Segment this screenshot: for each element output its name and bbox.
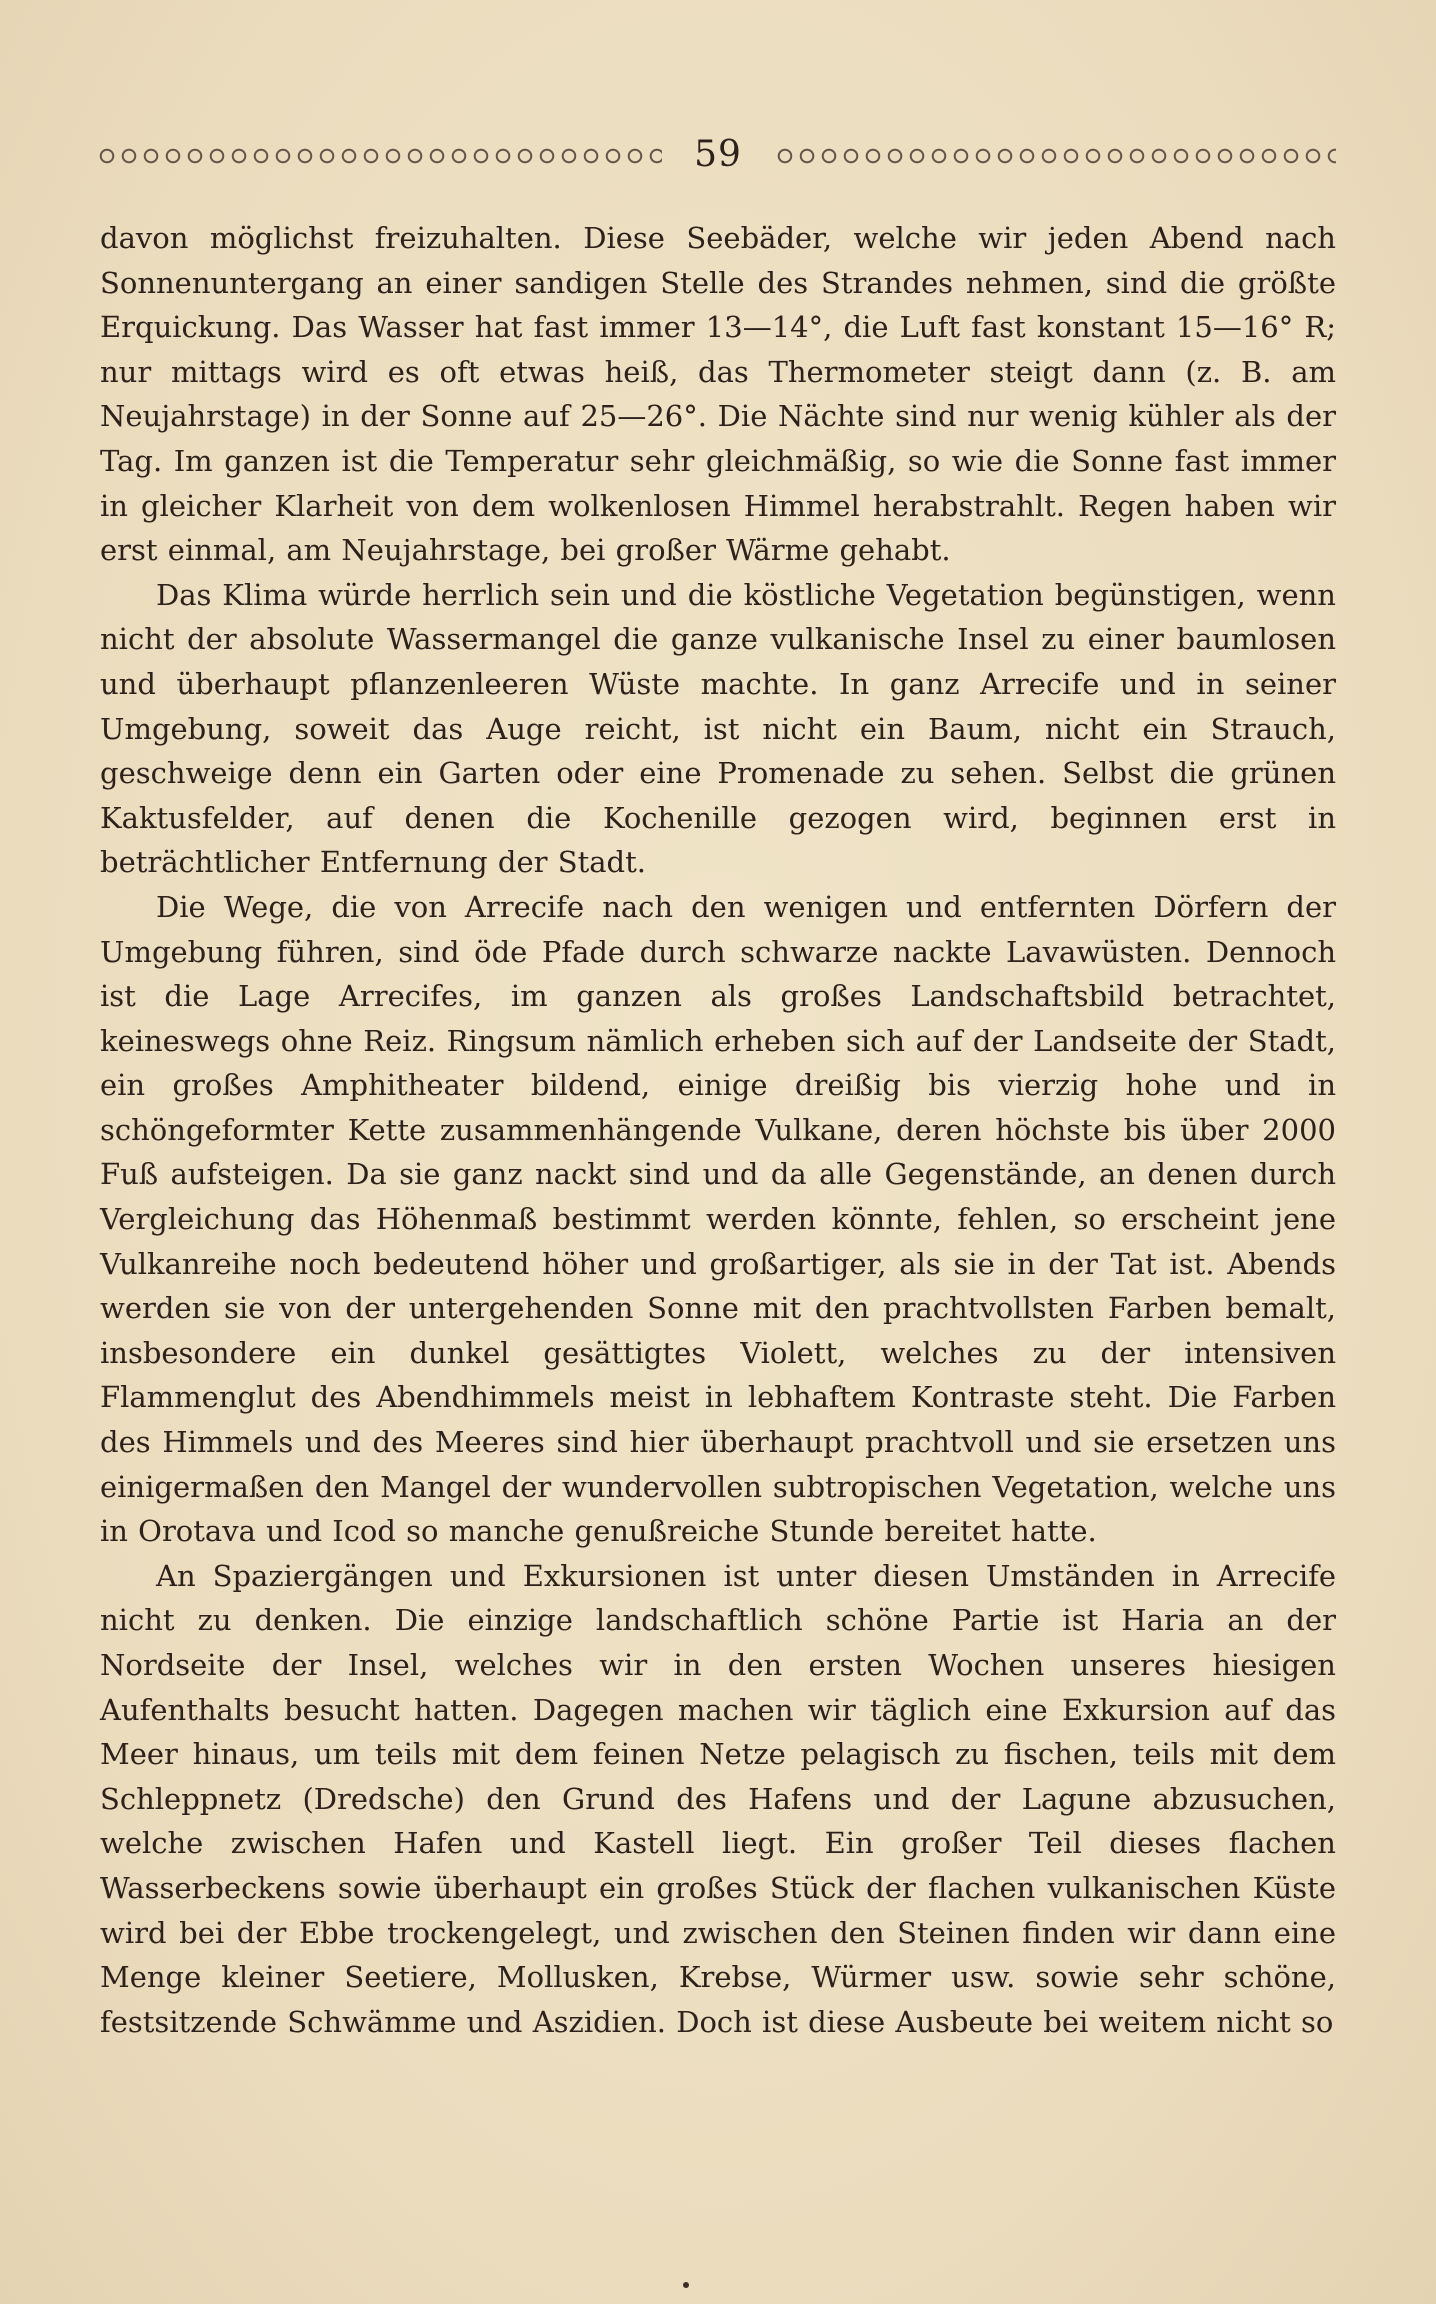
ornament-right-border [774,146,1336,166]
paragraph-1: davon möglichst freizuhalten. Diese Seebäder, welche wir jeden Abend nach Sonnenuntergang an einer sandigen Stelle des Strandes nehmen, sind die größte Erquickung. Das Wasser hat fast immer 13—14°, die Luft fast konstant 15—16° R; nur mittags wird es oft etwas heiß, das Thermometer steigt dann (z. B. am Neujahrstage) in der Sonne auf 25—26°. Die Nächte sind nur wenig kühler als der Tag. Im ganzen ist die Temperatur sehr gleichmäßig, so wie die Sonne fast immer in gleicher Klarheit von dem wolkenlosen Himmel herabstrahlt. Regen haben wir erst einmal, am Neujahrstage, bei großer Wärme gehabt. [100,221,1336,568]
paragraph-3: Die Wege, die von Arrecife nach den wenigen und entfernten Dörfern der Umgebung führen, sind öde Pfade durch schwarze nackte Lavawüsten. Dennoch ist die Lage Arrecifes, im ganzen als großes Landschaftsbild betrachtet, keineswegs ohne Reiz. Ringsum nämlich erheben sich auf der Landseite der Stadt, ein großes Amphitheater bildend, einige dreißig bis vierzig hohe und in schöngeformter Kette zusammenhängende Vulkane, deren höchste bis über 2000 Fuß aufsteigen. Da sie ganz nackt sind und da alle Gegenstände, an denen durch Vergleichung das Höhenmaß bestimmt werden könnte, fehlen, so erscheint jene Vulkanreihe noch bedeutend höher und großartiger, als sie in der Tat ist. Abends werden sie von der untergehenden Sonne mit den prachtvollsten Farben bemalt, insbesondere ein dunkel gesättigtes Violett, welches zu der intensiven Flammenglut des Abendhimmels meist in lebhaftem Kontraste steht. Die Farben des Himmels und des Meeres sind hier überhaupt prachtvoll und sie ersetzen uns einigermaßen den Mangel der wundervollen subtropischen Vegetation, welche uns in Orotava und Icod so manche genußreiche Stunde bereitet hatte. [100,889,1336,1549]
body-text [100,216,1336,2044]
page-number: 59 [694,134,742,175]
footer-dot [683,2282,689,2288]
ornament-left-border [96,146,662,166]
paragraph-4: An Spaziergängen und Exkursionen ist unter diesen Umständen in Arrecife nicht zu denken. Die einzige landschaftlich schöne Partie ist Haria an der Nordseite der Insel, welches wir in den ersten Wochen unseres hiesigen Aufenthalts besucht hatten. Dagegen machen wir täglich eine Exkursion auf das Meer hinaus, um teils mit dem feinen Netze pelagisch zu fischen, teils mit dem Schleppnetz (Dredsche) den Grund des Hafens und der Lagune abzusuchen, welche zwischen Hafen und Kastell liegt. Ein großer Teil dieses flachen Wasserbeckens sowie überhaupt ein großes Stück der flachen vulkanischen Küste wird bei der Ebbe trockengelegt, und zwischen den Steinen finden wir dann eine Menge kleiner Seetiere, Mollusken, Krebse, Würmer usw. sowie sehr schöne, festsitzende Schwämme und Aszidien. Doch ist diese Ausbeute bei weitem nicht so [100,1558,1336,2039]
paragraph-2: Das Klima würde herrlich sein und die köstliche Vegetation begünstigen, wenn nicht der absolute Wassermangel die ganze vulkanische Insel zu einer baumlosen und überhaupt pflanzenleeren Wüste machte. In ganz Arrecife und in seiner Umgebung, soweit das Auge reicht, ist nicht ein Baum, nicht ein Strauch, geschweige denn ein Garten oder eine Promenade zu sehen. Selbst die grünen Kaktusfelder, auf denen die Kochenille gezogen wird, beginnen erst in beträchtlicher Entfernung der Stadt. [100,577,1336,880]
page-header [96,132,1336,182]
